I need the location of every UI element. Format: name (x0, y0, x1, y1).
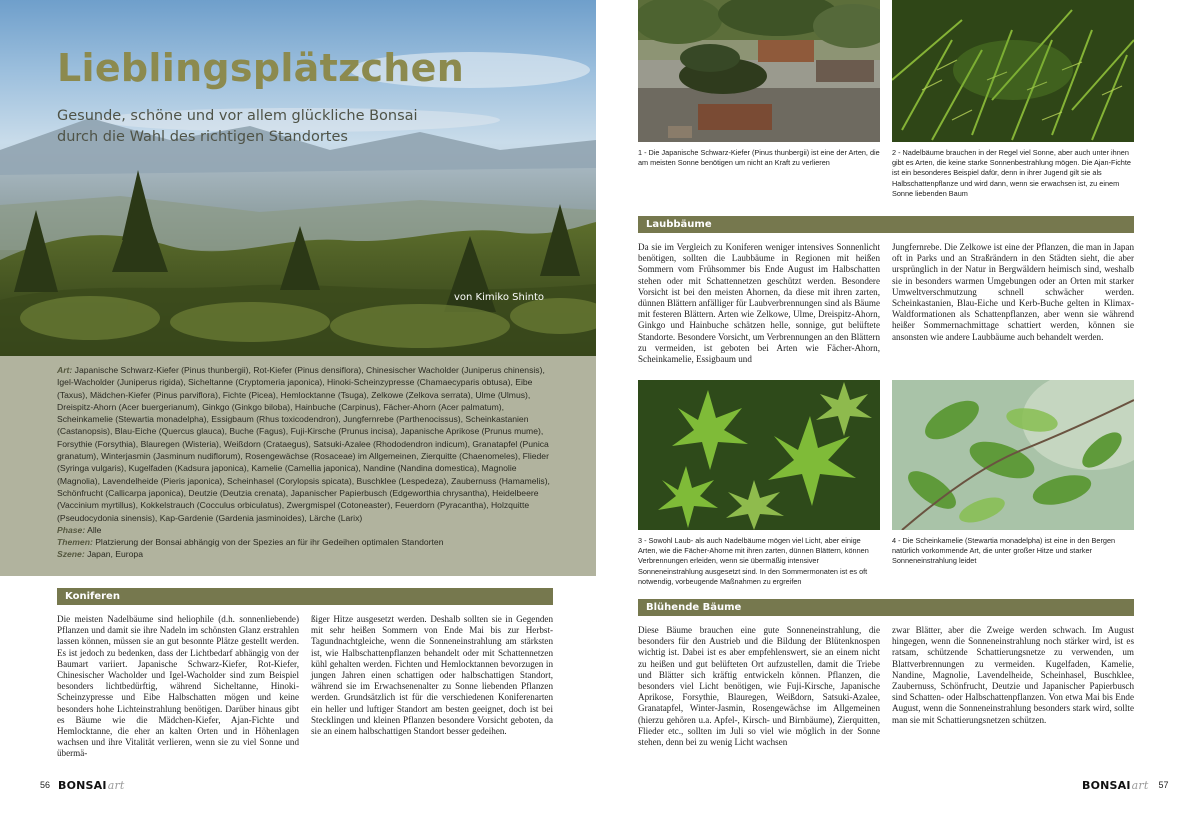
info-szene-text: Japan, Europa (87, 549, 143, 560)
info-art (57, 364, 552, 524)
section-header-koniferen: Koniferen (57, 588, 553, 605)
blueh-column-1 (638, 625, 880, 748)
info-phase (57, 524, 552, 536)
blueh-text-1: Diese Bäume brauchen eine gute Sonneneinstrahlung, die besonders für den Austrieb und die Bildung der Blütenknospen wichtig ist. Dabei ist es aber empfehlenswert, sie an einem nicht zu heißen und gut belüfteten Ort aufzustellen, damit die Triebe und Blätter sich kräftig entwickeln können. Pflanzen, die besonders viel Licht benötigen, wie Fuji-Kirsche, Japanische Aprikose, Forsythie, Blauregen, Weißdorn, Satsuki-Azalee, Granatapfel, Winter-Jasmin, Rosengewächse im Allgemeinen (hierzu gehören u.a. Apfel-, Kirsch- und Birnbäume), Zierquitten, Flieder etc., sollten im Juli so viel wie möglich in der Sonne stehen, denn bei zu wenig Licht wachsen (638, 625, 880, 748)
hero-image (0, 0, 596, 356)
info-art-text: Japanische Schwarz-Kiefer (Pinus thunbergii), Rot-Kiefer (Pinus densiflora), Chinesischer Wacholder (Juniperus chinensis), Igel-Wacholder (Juniperus rigida), Sicheltanne (Cryptomeria japonica), Hinoki-Scheinzypresse (Chamaecyparis obtusa), Eibe (Taxus), Mädchen-Kiefer (Pinus parviflora), Fichte (Picea), Hemlocktanne (Tsuga), Zelkowe (Zelkova serrata), Ulme (Ulmus), Dreispitz-Ahorn (Acer buergerianum), Ginkgo (Ginkgo biloba), Hainbuche (Carpinus), Fächer-Ahorn (Acer palmatum), Scheinkamelie (Stewartia monadelpha), Essigbaum (Rhus toxicodendron), Jungfernrebe (Parthenocissus), Scheinkastanien (Castanopsis), Blau-Eiche (Quercus glauca), Buche (Fagus), Fuji-Kirsche (Prunus incisa), Japanische Aprikose (Prunus mume), Forsythie (Forsythia), Blauregen (Wisteria), Weißdorn (Crataegus), Satsuki-Azalee (Rhododendron indicum), Granatapfel (Punica granatum), Winterjasmin (Jasminum nudiflorum), Rosengewächse (Rosaceae) im Allgemeinen, Zierquitte (Chaenomeles), Flieder (Syringa vulgaris), Kugelfaden (Kadsura japonica), Kamelie (Camellia japonica), Nandine (Nandina domestica), Magnolie (Magnolia), Lavendelheide (Pieris japonica), Scheinhasel (Corylopsis spicata), Buschklee (Lespedeza), Zaubernuss (Hamamelis), Schönfrucht (Callicarpa japonica), Deutzie (Deutzia crenata), Japanischer Papierbusch (Edgeworthia chrysantha), Heidelbeere (Vaccinium myrtillus), Kokkelstrauch (Cocculus orbiculatus), Zwergmispel (Cotoneaster), Feuerdorn (Pyracantha), Holzquitte (Pseudocydonia sinensis), Kap-Gardenie (Gardenia jasminoides), Lärche (Larix) (57, 365, 550, 523)
info-phase-text: Alle (87, 524, 102, 535)
black-pine-photo (638, 0, 880, 142)
info-szene (57, 548, 552, 560)
koniferen-column-1 (57, 614, 299, 760)
article-title: Lieblingsplätzchen (57, 46, 465, 90)
info-themen-label: Themen: (57, 537, 93, 548)
spruce-needles-photo (892, 0, 1134, 142)
footer-left (40, 778, 125, 792)
maple-leaves-photo (638, 380, 880, 530)
laub-text-1: Da sie im Vergleich zu Koniferen weniger intensives Sonnenlicht benötigen, sollten die Laubbäume in Regionen mit heißen Sommern vom Frühsommer bis Ende August im Halbschatten stehen oder mit Schattennetzen geschützt werden. Besondere Vorsicht ist bei den meisten Ahornen, da diese mit ihren zarten, dünnen Blättern anfälliger für Laubverbrennungen sind als Bäume mit festeren Blättern. Arten wie Zelkowe, Ulme, Dreispitz-Ahorn, Ginkgo und Hainbuche schätzen helle, sonnige, gut belüftete Standorte. Besondere Vorsicht, um Verbrennungen an den Blättern zu vermeiden, ist geboten bei Arten wie Fächer-Ahorn, Scheinkamelie, Essigbaum und (638, 242, 880, 365)
footer-right (1082, 778, 1169, 792)
info-themen (57, 536, 552, 548)
magazine-logo-left (58, 779, 125, 792)
info-szene-label: Szene: (57, 549, 85, 560)
photo-ajan-spruce (892, 0, 1134, 142)
stewartia-leaves-photo (892, 380, 1134, 530)
species-info-box (0, 356, 596, 576)
page-number-right: 57 (1158, 780, 1169, 790)
author-credit: von Kimiko Shinto (454, 292, 544, 303)
photo-fan-maple (638, 380, 880, 530)
koniferen-column-2 (311, 614, 553, 737)
info-art-label: Art: (57, 365, 73, 375)
caption-photo-4: 4 - Die Scheinkamelie (Stewartia monadelpha) ist eine in den Bergen natürlich vorkommende Art, die unter großer Hitze und starker Sonneneinstrahlung leidet (892, 536, 1116, 566)
photo-black-pine-bonsai (638, 0, 880, 142)
logo-text-right: BONSAI (1082, 778, 1131, 792)
section-header-bluehende-baeume: Blühende Bäume (638, 599, 1134, 616)
info-phase-label: Phase: (57, 524, 86, 535)
laub-column-2 (892, 242, 1134, 343)
magazine-logo-right (1082, 779, 1149, 792)
page-number-left: 56 (40, 780, 51, 790)
logo-text: BONSAI (58, 778, 107, 792)
info-themen-text: Platzierung der Bonsai abhängig von der Spezies an für ihr Gedeihen optimalen Standorten (95, 537, 444, 548)
photo-stewartia (892, 380, 1134, 530)
koniferen-text-1: Die meisten Nadelbäume sind heliophile (d.h. sonnenliebende) Pflanzen und damit sie ihre Nadeln im schönsten Glanz erstrahlen lassen können, müssen sie an gut besonnte Plätze gestellt werden. Es ist jedoch zu bedenken, dass der Lichtbedarf abhängig von der Baumart variiert. Japanische Schwarz-Kiefer, Rot-Kiefer, Chinesischer Wacholder und Igel-Wacholder sind zum Beispiel besonders lichtbedürftig, während Sicheltanne, Hinoki-Scheinzypresse und Eibe Halbschatten mögen und keine besonders hohe Lichteinstrahlung benötigen. Darüber hinaus gibt es Bäume wie die Mädchen-Kiefer, Ajan-Fichte und Hemlocktanne, die eher an kalten Orten und in Höhenlagen wachsen und ihre Vitalität verlieren, wenn sie zu viel Sonne und übermä- (57, 614, 299, 759)
caption-photo-2: 2 - Nadelbäume brauchen in der Regel viel Sonne, aber auch unter ihnen gibt es Arten, die keine starke Sonnenbestrahlung mögen. Die Ajan-Fichte ist ein besonderes Beispiel dafür, denn in ihrer Jugend gilt sie als Halbschattenpflanze und wird dann, wenn sie erwachsen ist, zu einem Sonne liebenden Baum (892, 148, 1131, 198)
blueh-column-2 (892, 625, 1134, 726)
koniferen-text-2: ßiger Hitze ausgesetzt werden. Deshalb sollten sie in Gegenden mit sehr heißen Sommern von Ende Mai bis zur Herbst-Tagundnachtgleiche, wenn die Sonneneinstrahlung am stärksten ist, wie Halbschattenpflanzen behandelt oder mit Schattennetzen kühl gehalten werden. Fichten und Hemlocktannen bevorzugen in jungen Jahren einen schattigen oder halbschattigen Standort, während sie im Erwachsenenalter zu Sonne liebenden Pflanzen werden. Grundsätzlich ist für die verschiedenen Koniferenarten ein heller und luftiger Standort am besten geeignet, doch ist bei Stecklingen und kleinen Pflanzen besondere Vorsicht geboten, da sie an einem halbschattigen Standort besser gedeihen. (311, 614, 553, 737)
logo-art-right: art (1131, 778, 1149, 792)
section-header-laubbaeume: Laubbäume (638, 216, 1134, 233)
article-subtitle: Gesunde, schöne und vor allem glückliche Bonsai durch die Wahl des richtigen Standortes (57, 108, 418, 145)
caption-photo-1: 1 - Die Japanische Schwarz-Kiefer (Pinus thunbergii) ist eine der Arten, die am meisten Sonne benötigen um nicht an Kraft zu verlieren (638, 148, 880, 168)
right-page (596, 0, 1191, 822)
laub-text-2: Jungfernrebe. Die Zelkowe ist eine der Pflanzen, die man in Japan oft in Parks und an Straßrändern in den Städten sieht, die aber ursprünglich in der Natur in Bergwäldern heimisch sind, weshalb sie in besonders warmen Umgebungen oder an Orten mit starker Umweltverschmutzung schnell schwächer werden. Scheinkastanien, Blau-Eiche und Kerb-Buche gelten in Klimax-Waldformationen als Schattenpflanzen, aber wenn sie während heißer Sommernachmittage schattiert werden, können sie ansonsten wie andere Laubbäume auch behandelt werden. (892, 242, 1134, 342)
logo-art: art (107, 778, 125, 792)
blueh-text-2: zwar Blätter, aber die Zweige werden schwach. Im August hingegen, wenn die Sonneneinstrahlung noch stärker wird, ist es ratsam, schützende Schattierungsnetze zu verwenden, um Blattverbrennungen zu vermeiden. Kugelfaden, Kamelie, Nandine, Magnolie, Lavendelheide, Scheinhasel, Buschklee, Zaubernuss, Schönfrucht, Deutzie und Japanischer Papierbusch sind Schatten- oder Halbschattenpflanzen. Von etwa Mai bis Ende August, wenn die Sonneneinstrahlung besonders stark wird, sollte man sie mit Schattierungsnetzen schützen. (892, 625, 1134, 725)
laub-column-1 (638, 242, 880, 365)
caption-photo-3: 3 - Sowohl Laub- als auch Nadelbäume mögen viel Licht, aber einige Arten, wie die Fächer-Ahorne mit ihren zarten, dünnen Blättern, können Verbrennungen erleiden, wenn sie übermäßig intensiver Sonneneinstrahlung ausgesetzt sind. In den Sommermonaten ist es oft notwendig, vorbeugende Maßnahmen zu ergreifen (638, 536, 869, 586)
